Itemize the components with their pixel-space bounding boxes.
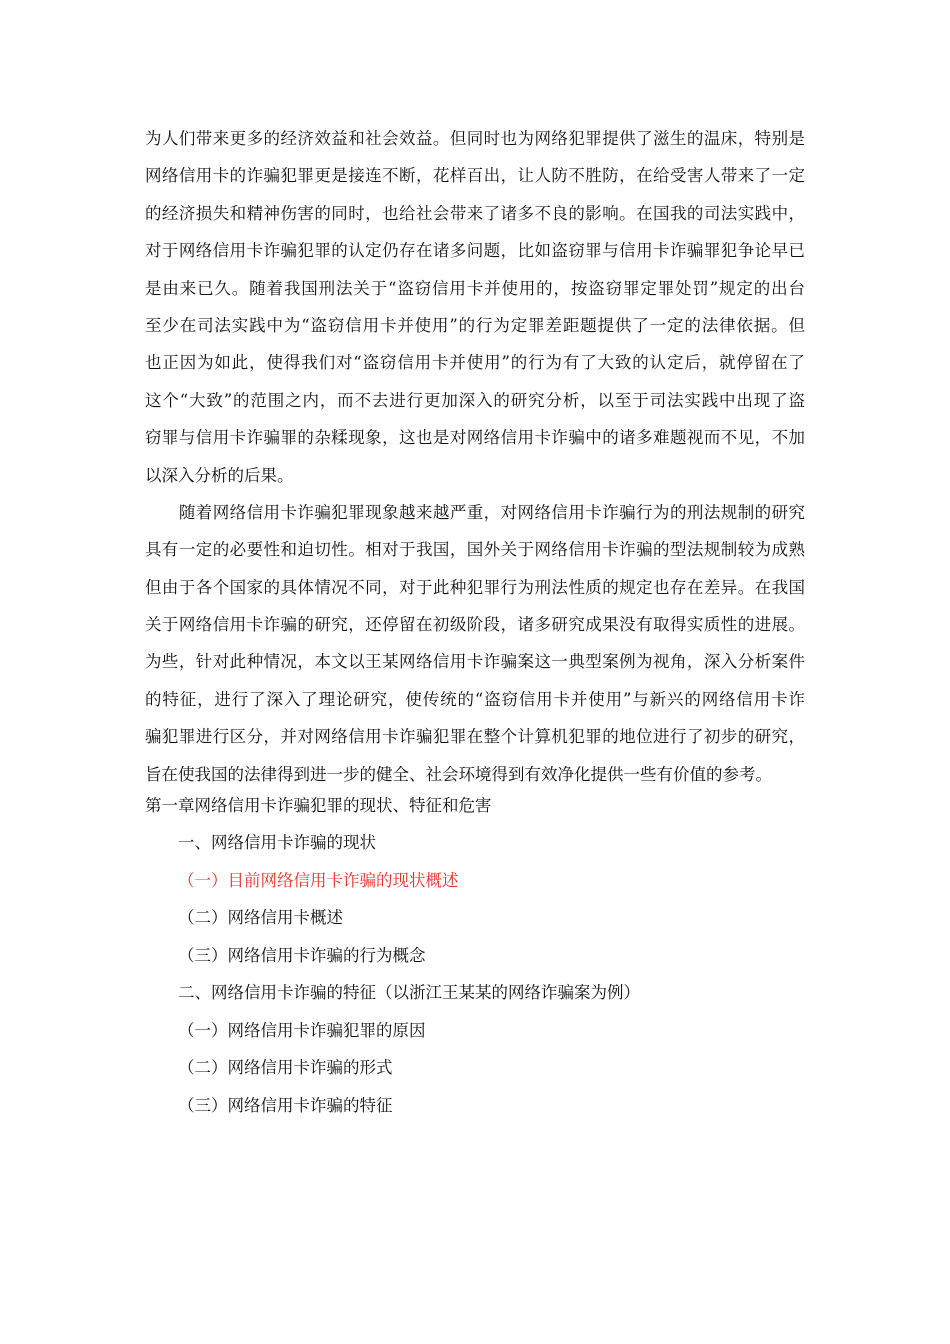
toc-item-1-2: （二）网络信用卡概述 xyxy=(178,908,343,928)
toc-item-2-3: （三）网络信用卡诈骗的特征 xyxy=(178,1095,393,1115)
text-line: 网络信用卡的诈骗犯罪更是接连不断，花样百出，让人防不胜防，在给受害人带来了一定 xyxy=(145,166,805,186)
text-line: 窃罪与信用卡诈骗罪的杂糅现象，这也是对网络信用卡诈骗中的诸多难题视而不见，不加 xyxy=(145,428,805,448)
paragraph-1 xyxy=(145,120,805,494)
text-line: 对于网络信用卡诈骗犯罪的认定仍存在诸多问题，比如盗窃罪与信用卡诈骗罪犯争论早已 xyxy=(145,241,805,261)
text-line: 随着网络信用卡诈骗犯罪现象越来越严重，对网络信用卡诈骗行为的刑法规制的研究 xyxy=(145,502,805,522)
text-line: 的经济损失和精神伤害的同时，也给社会带来了诸多不良的影响。在国我的司法实践中， xyxy=(145,203,805,223)
chapter-heading: 第一章网络信用卡诈骗犯罪的现状、特征和危害 xyxy=(145,796,492,816)
text-line: 也正因为如此，使得我们对“盗窃信用卡并使用”的行为有了大致的认定后，就停留在了 xyxy=(145,353,805,373)
toc-item-2-1: （一）网络信用卡诈骗犯罪的原因 xyxy=(178,1020,426,1040)
text-line: 为些，针对此种情况，本文以王某网络信用卡诈骗案这一典型案例为视角，深入分析案件 xyxy=(145,652,805,672)
text-line: 旨在使我国的法律得到进一步的健全、社会环境得到有效净化提供一些有价值的参考。 xyxy=(145,764,772,784)
text-line: 具有一定的必要性和迫切性。相对于我国，国外关于网络信用卡诈骗的型法规制较为成熟 xyxy=(145,540,805,560)
text-line: 是由来已久。随着我国刑法关于“盗窃信用卡并使用的，按盗窃罪定罪处罚”规定的出台 xyxy=(145,278,805,298)
text-line: 的特征，进行了深入了理论研究，使传统的“盗窃信用卡并使用”与新兴的网络信用卡诈 xyxy=(145,689,805,709)
paragraph-2 xyxy=(145,494,805,793)
text-line: 为人们带来更多的经济效益和社会效益。但同时也为网络犯罪提供了滋生的温床，特别是 xyxy=(145,129,805,148)
text-line: 以深入分析的后果。 xyxy=(145,465,294,485)
text-line: 骗犯罪进行区分，并对网络信用卡诈骗犯罪在整个计算机犯罪的地位进行了初步的研究， xyxy=(145,727,805,747)
toc-item-2-2: （二）网络信用卡诈骗的形式 xyxy=(178,1058,393,1078)
toc-section-1: 一、网络信用卡诈骗的现状 xyxy=(178,833,376,853)
toc-item-1-3: （三）网络信用卡诈骗的行为概念 xyxy=(178,945,426,965)
text-line: 这个“大致”的范围之内，而不去进行更加深入的研究分析，以至于司法实践中出现了盗 xyxy=(145,390,805,410)
toc-section-2: 二、网络信用卡诈骗的特征（以浙江王某某的网络诈骗案为例） xyxy=(178,983,640,1003)
toc-item-1-1: （一）目前网络信用卡诈骗的现状概述 xyxy=(178,870,459,890)
document-page xyxy=(145,120,805,1124)
text-line: 至少在司法实践中为“盗窃信用卡并使用”的行为定罪差距题提供了一定的法律依据。但 xyxy=(145,315,805,335)
text-line: 关于网络信用卡诈骗的研究，还停留在初级阶段，诸多研究成果没有取得实质性的进展。 xyxy=(145,615,805,635)
text-line: 但由于各个国家的具体情况不同，对于此种犯罪行为刑法性质的规定也存在差异。在我国 xyxy=(145,577,805,597)
